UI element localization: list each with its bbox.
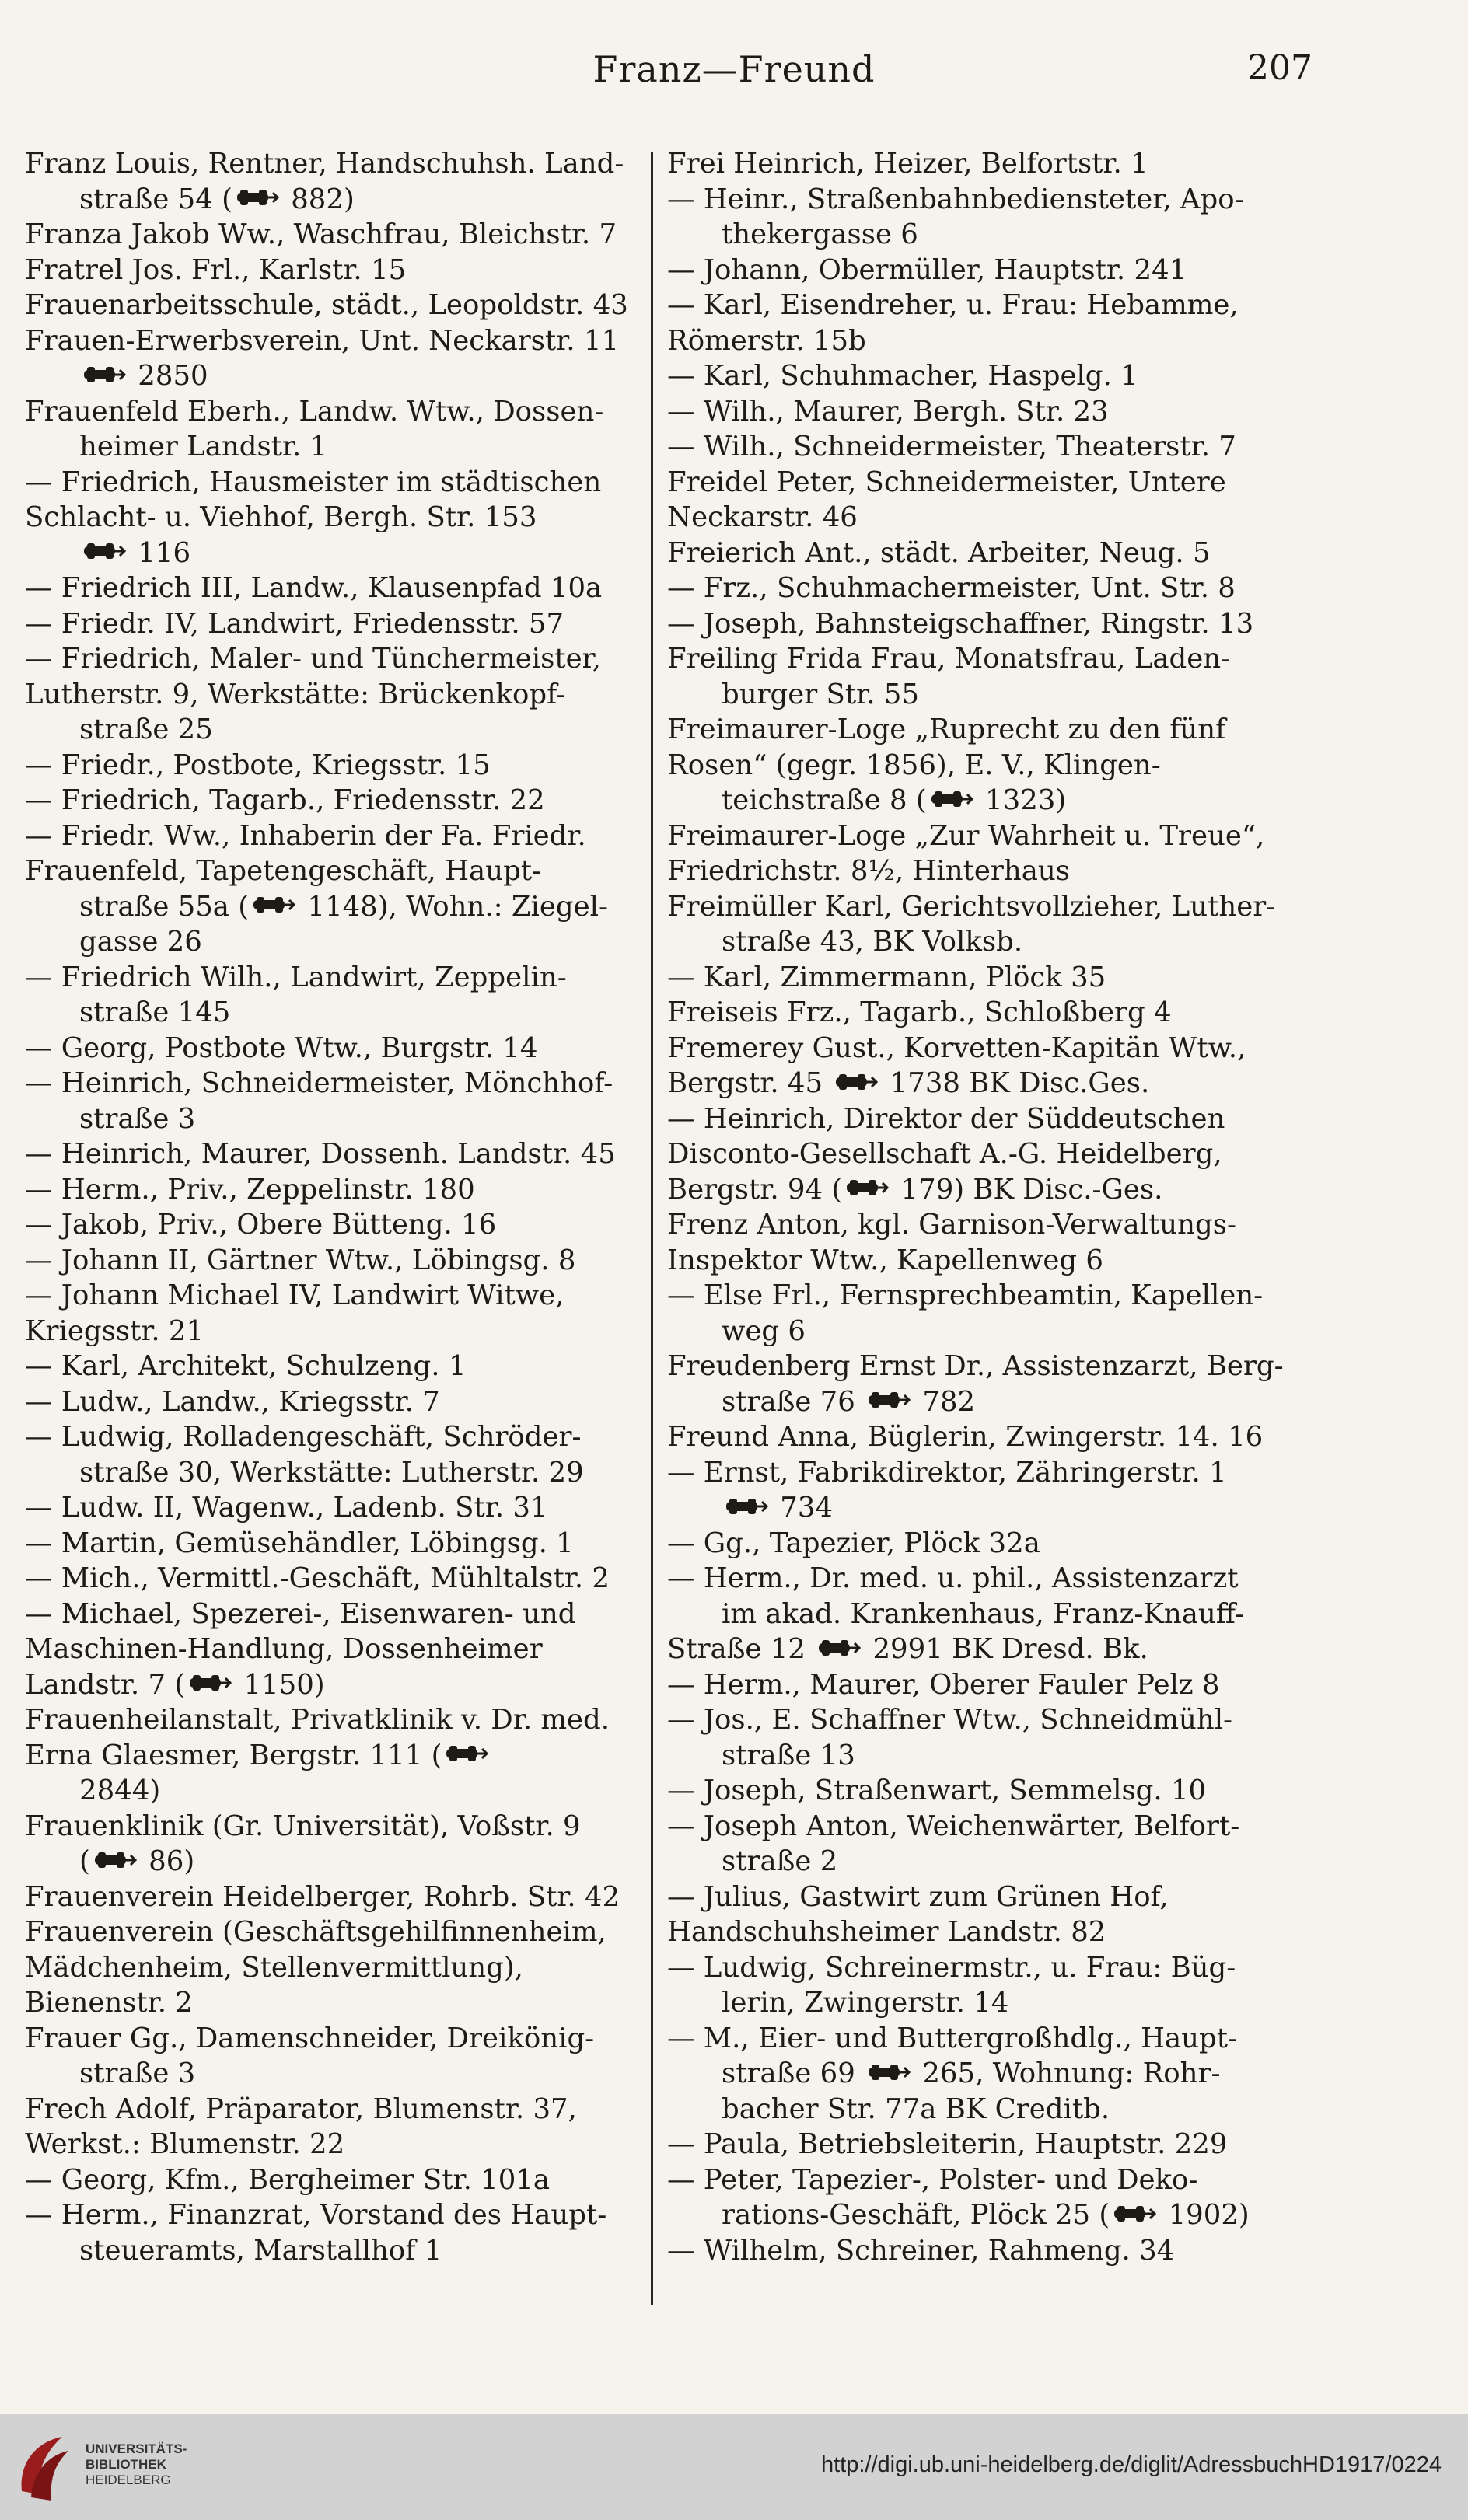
footer-bar: [0, 2414, 1468, 2520]
left-entry-line: [25, 1101, 639, 1137]
right-entry-text: Freimüller Karl, Gerichtsvollzieher, Luther-: [667, 890, 1276, 923]
left-entry-text: — Herm., Finanzrat, Vorstand des Haupt-: [25, 2199, 607, 2231]
telephone-receiver-icon: [82, 358, 126, 393]
right-entry-line: [667, 2162, 1305, 2198]
right-entry-text: Frei Heinrich, Heizer, Belfortstr. 1: [667, 148, 1148, 180]
right-entry-text: 179) BK Disc.-Ges.: [892, 1173, 1163, 1206]
telephone-receiver-icon: [834, 1065, 878, 1101]
right-entry-text: Rosen“ (gegr. 1856), E. V., Klingen-: [667, 749, 1161, 781]
left-entry-line: [25, 1738, 639, 1774]
right-entry-text: — Joseph, Straßenwart, Semmelsg. 10: [667, 1775, 1207, 1806]
right-entry-text: Freiseis Frz., Tagarb., Schloßberg 4: [667, 996, 1172, 1028]
right-entry-text: — Wilhelm, Schreiner, Rahmeng. 34: [667, 2234, 1175, 2267]
left-entry-text: straße 3: [79, 1102, 196, 1135]
right-entry-text: Inspektor Wtw., Kapellenweg 6: [667, 1244, 1104, 1276]
right-entry-line: [667, 1950, 1305, 1986]
left-entry-text: — Jakob, Priv., Obere Bütteng. 16: [25, 1209, 497, 1241]
right-entry-line: [667, 1419, 1305, 1455]
library-name-line3: HEIDELBERG: [86, 2473, 171, 2487]
left-entry-line: [25, 1419, 639, 1455]
left-entry-line: [25, 394, 639, 430]
source-url[interactable]: http://digi.ub.uni-heidelberg.de/diglit/AdressbuchHD1917/0224: [820, 2452, 1442, 2477]
right-entry-text: — Wilh., Schneidermeister, Theaterstr. 7: [667, 431, 1236, 462]
right-entry-line: [667, 1914, 1305, 1950]
left-entry-text: — Martin, Gemüsehändler, Löbingsg. 1: [25, 1527, 574, 1559]
left-entry-text: — Johann Michael IV, Landwirt Witwe,: [25, 1279, 564, 1311]
left-entry-text: — Mich., Vermittl.-Geschäft, Mühltalstr. 2: [25, 1562, 610, 1594]
right-entry-line: [667, 1985, 1305, 2021]
left-entry-text: Landstr. 7 (: [25, 1668, 186, 1701]
left-entry-line: [25, 323, 639, 359]
left-entry-text: gasse 26: [79, 926, 202, 958]
right-entry-text: — Peter, Tapezier-, Polster- und Deko-: [667, 2163, 1198, 2196]
left-entry-text: — Ludwig, Rolladengeschäft, Schröder-: [25, 1421, 582, 1453]
left-entry-line: [25, 429, 639, 465]
right-entry-line: [667, 1349, 1305, 1384]
left-entry-line: [25, 1667, 639, 1703]
telephone-receiver-icon: [93, 1843, 137, 1879]
left-entry-line: [25, 1490, 639, 1526]
left-entry-text: 86): [139, 1845, 195, 1877]
right-entry-line: [667, 1101, 1305, 1137]
left-entry-text: 2850: [129, 360, 208, 392]
right-entry-line: [667, 1526, 1305, 1562]
library-name-line1: UNIVERSITÄTS-: [86, 2441, 187, 2456]
right-entry-line: [667, 1243, 1305, 1279]
left-entry-text: 116: [129, 536, 191, 569]
left-entry-text: (: [79, 1845, 90, 1877]
right-entry-text: — Herm., Maurer, Oberer Fauler Pelz 8: [667, 1668, 1220, 1701]
left-entry-text: 1150): [235, 1668, 325, 1701]
right-entry-text: — Joseph Anton, Weichenwärter, Belfort-: [667, 1810, 1240, 1842]
left-entry-line: [25, 2092, 639, 2127]
telephone-receiver-icon: [82, 534, 126, 570]
right-entry-line: [667, 677, 1305, 713]
right-entry-line: [667, 217, 1305, 253]
right-entry-text: 2991 BK Dresd. Bk.: [864, 1633, 1148, 1665]
left-entry-line: [25, 1809, 639, 1845]
right-entry-text: burger Str. 55: [722, 678, 919, 710]
right-entry-line: [667, 818, 1305, 854]
library-name: [86, 2441, 187, 2488]
right-entry-text: weg 6: [722, 1314, 806, 1347]
left-entry-line: [25, 606, 639, 642]
left-entry-line: [25, 1632, 639, 1667]
right-entry-line: [667, 358, 1305, 394]
left-entry-text: Franza Jakob Ww., Waschfrau, Bleichstr. 7: [25, 218, 617, 250]
left-entry-text: Frauenklinik (Gr. Universität), Voßstr. 9: [25, 1810, 581, 1842]
left-entry-text: — Friedr., Postbote, Kriegsstr. 15: [25, 749, 491, 781]
right-entry-line: [667, 2056, 1305, 2092]
right-entry-line: [667, 571, 1305, 606]
left-entry-text: Bienenstr. 2: [25, 1987, 193, 2019]
right-column: [667, 146, 1305, 2268]
right-entry-line: [667, 924, 1305, 960]
telephone-receiver-icon: [845, 1171, 889, 1206]
right-entry-line: [667, 1031, 1305, 1066]
left-entry-line: [25, 358, 639, 394]
left-entry-line: [25, 1455, 639, 1491]
telephone-receiver-icon: [817, 1631, 861, 1667]
left-entry-line: [25, 2127, 639, 2162]
left-entry-text: heimer Landstr. 1: [79, 431, 328, 462]
left-entry-line: [25, 146, 639, 182]
right-entry-text: lerin, Zwingerstr. 14: [722, 1987, 1009, 2019]
running-title: Franz—Freund: [592, 48, 876, 90]
right-entry-text: — Karl, Schuhmacher, Haspelg. 1: [667, 360, 1138, 392]
telephone-receiver-icon: [930, 782, 973, 818]
left-entry-line: [25, 571, 639, 606]
right-entry-line: [667, 712, 1305, 748]
right-entry-text: teichstraße 8 (: [722, 784, 927, 816]
left-entry-text: — Herm., Priv., Zeppelinstr. 180: [25, 1173, 475, 1206]
left-entry-text: straße 3: [79, 2058, 196, 2089]
right-entry-line: [667, 1773, 1305, 1809]
left-entry-line: [25, 500, 639, 536]
left-entry-line: [25, 2197, 639, 2233]
right-entry-line: [667, 146, 1305, 182]
left-entry-line: [25, 960, 639, 996]
left-entry-text: — Friedrich, Maler- und Tünchermeister,: [25, 643, 601, 675]
left-entry-text: — Georg, Postbote Wtw., Burgstr. 14: [25, 1031, 538, 1064]
right-entry-line: [667, 606, 1305, 642]
right-entry-text: Frenz Anton, kgl. Garnison-Verwaltungs-: [667, 1209, 1236, 1241]
right-entry-text: — Herm., Dr. med. u. phil., Assistenzarzt: [667, 1562, 1239, 1594]
left-entry-text: Frech Adolf, Präparator, Blumenstr. 37,: [25, 2092, 577, 2125]
right-entry-line: [667, 429, 1305, 465]
right-entry-text: — Gg., Tapezier, Plöck 32a: [667, 1527, 1040, 1559]
right-entry-text: 1902): [1159, 2199, 1250, 2231]
left-entry-text: — Ludw., Landw., Kriegsstr. 7: [25, 1385, 440, 1418]
right-entry-line: [667, 1490, 1305, 1526]
left-entry-text: — Michael, Spezerei-, Eisenwaren- und: [25, 1597, 576, 1630]
right-entry-line: [667, 394, 1305, 430]
right-entry-line: [667, 1561, 1305, 1597]
right-entry-line: [667, 995, 1305, 1031]
right-entry-text: Bergstr. 94 (: [667, 1173, 843, 1206]
right-entry-line: [667, 465, 1305, 501]
left-entry-text: straße 145: [79, 996, 231, 1028]
left-entry-text: Frauenverein Heidelberger, Rohrb. Str. 42: [25, 1880, 620, 1913]
right-entry-line: [667, 1278, 1305, 1314]
right-entry-text: straße 43, BK Volksb.: [722, 926, 1023, 958]
right-entry-line: [667, 641, 1305, 677]
right-entry-text: Freiling Frida Frau, Monatsfrau, Laden-: [667, 643, 1231, 675]
right-entry-text: Bergstr. 45: [667, 1067, 832, 1099]
left-entry-line: [25, 677, 639, 713]
right-entry-text: Handschuhsheimer Landstr. 82: [667, 1916, 1106, 1948]
right-entry-text: 734: [771, 1492, 834, 1524]
right-entry-line: [667, 2197, 1305, 2233]
left-entry-line: [25, 1773, 639, 1809]
left-entry-line: [25, 2021, 639, 2057]
left-entry-text: 882): [281, 183, 355, 215]
left-entry-line: [25, 1384, 639, 1420]
left-entry-text: — Heinrich, Maurer, Dossenh. Landstr. 45: [25, 1138, 616, 1170]
right-entry-line: [667, 2092, 1305, 2127]
left-entry-text: Frauer Gg., Damenschneider, Dreikönig-: [25, 2022, 595, 2054]
left-entry-text: — Heinrich, Schneidermeister, Mönchhof-: [25, 1067, 613, 1099]
right-entry-text: Freudenberg Ernst Dr., Assistenzarzt, Berg-: [667, 1350, 1284, 1382]
column-divider: [651, 152, 653, 2305]
left-entry-text: — Friedr. IV, Landwirt, Friedensstr. 57: [25, 607, 564, 640]
right-entry-line: [667, 1136, 1305, 1172]
left-entry-line: [25, 712, 639, 748]
right-entry-line: [667, 536, 1305, 571]
right-entry-line: [667, 1314, 1305, 1349]
right-entry-text: thekergasse 6: [722, 218, 918, 250]
left-entry-text: — Georg, Kfm., Bergheimer Str. 101a: [25, 2163, 550, 2196]
left-entry-line: [25, 1844, 639, 1880]
telephone-receiver-icon: [445, 1736, 488, 1772]
left-entry-line: [25, 182, 639, 218]
right-entry-text: — Karl, Zimmermann, Plöck 35: [667, 961, 1106, 993]
right-entry-line: [667, 1172, 1305, 1208]
telephone-receiver-icon: [1113, 2197, 1156, 2232]
right-entry-text: — Karl, Eisendreher, u. Frau: Hebamme,: [667, 289, 1239, 321]
right-entry-text: — Jos., E. Schaffner Wtw., Schneidmühl-: [667, 1704, 1233, 1736]
right-entry-text: im akad. Krankenhaus, Franz-Knauff-: [722, 1597, 1244, 1630]
left-entry-text: — Ludw. II, Wagenw., Ladenb. Str. 31: [25, 1492, 548, 1524]
left-entry-line: [25, 1172, 639, 1208]
left-entry-line: [25, 536, 639, 571]
left-entry-line: [25, 2162, 639, 2198]
left-entry-line: [25, 995, 639, 1031]
right-entry-text: 265, Wohnung: Rohr-: [914, 2058, 1221, 2089]
left-entry-text: — Friedrich Wilh., Landwirt, Zeppelin-: [25, 961, 567, 993]
left-entry-text: Frauenverein (Geschäftsgehilfinnenheim,: [25, 1916, 606, 1948]
left-entry-text: steueramts, Marstallhof 1: [79, 2234, 442, 2267]
left-entry-line: [25, 1985, 639, 2021]
left-entry-text: Frauenfeld Eberh., Landw. Wtw., Dossen-: [25, 395, 604, 428]
left-entry-line: [25, 1243, 639, 1279]
right-entry-line: [667, 853, 1305, 889]
left-entry-line: [25, 1561, 639, 1597]
left-entry-text: Kriegsstr. 21: [25, 1314, 204, 1347]
left-entry-line: [25, 641, 639, 677]
right-entry-text: — Paula, Betriebsleiterin, Hauptstr. 229: [667, 2128, 1228, 2160]
telephone-receiver-icon: [252, 888, 295, 923]
right-entry-text: — Ludwig, Schreinermstr., u. Frau: Büg-: [667, 1951, 1236, 1984]
right-entry-text: 1738 BK Disc.Ges.: [881, 1067, 1150, 1099]
page-number: 207: [1247, 48, 1312, 88]
telephone-receiver-icon: [188, 1666, 232, 1702]
left-entry-text: straße 55a (: [79, 890, 250, 923]
right-entry-text: — Joseph, Bahnsteigschaffner, Ringstr. 13: [667, 607, 1254, 640]
left-entry-line: [25, 783, 639, 818]
left-entry-text: Werkst.: Blumenstr. 22: [25, 2128, 345, 2160]
right-entry-text: Disconto-Gesellschaft A.-G. Heidelberg,: [667, 1138, 1222, 1170]
telephone-receiver-icon: [725, 1489, 768, 1525]
left-entry-text: — Karl, Architekt, Schulzeng. 1: [25, 1350, 467, 1382]
right-entry-text: Freund Anna, Büglerin, Zwingerstr. 14. 16: [667, 1421, 1264, 1453]
left-entry-text: Frauenheilanstalt, Privatklinik v. Dr. med.: [25, 1704, 610, 1736]
right-entry-line: [667, 1207, 1305, 1243]
right-entry-text: straße 69: [722, 2058, 865, 2089]
right-entry-line: [667, 1702, 1305, 1738]
right-entry-line: [667, 2233, 1305, 2269]
right-entry-line: [667, 960, 1305, 996]
left-entry-text: Franz Louis, Rentner, Handschuhsh. Land-: [25, 148, 624, 180]
right-entry-text: Neckarstr. 46: [667, 501, 858, 533]
right-entry-text: — Johann, Obermüller, Hauptstr. 241: [667, 253, 1187, 286]
left-entry-text: Frauenfeld, Tapetengeschäft, Haupt-: [25, 855, 542, 887]
left-entry-text: straße 30, Werkstätte: Lutherstr. 29: [79, 1456, 584, 1489]
left-entry-line: [25, 1914, 639, 1950]
right-entry-line: [667, 500, 1305, 536]
right-entry-text: — Else Frl., Fernsprechbeamtin, Kapellen-: [667, 1279, 1264, 1311]
left-entry-line: [25, 1880, 639, 1915]
right-entry-line: [667, 1632, 1305, 1667]
left-column: [25, 146, 639, 2268]
right-entry-line: [667, 783, 1305, 818]
left-entry-line: [25, 1702, 639, 1738]
right-entry-line: [667, 748, 1305, 784]
left-entry-line: [25, 465, 639, 501]
left-entry-line: [25, 1031, 639, 1066]
right-entry-text: Friedrichstr. 8½, Hinterhaus: [667, 855, 1070, 887]
library-seal-icon: [14, 2431, 76, 2505]
telephone-receiver-icon: [867, 2055, 911, 2091]
left-entry-text: 1148), Wohn.: Ziegel-: [299, 890, 608, 923]
left-entry-line: [25, 1066, 639, 1101]
right-entry-text: — Wilh., Maurer, Bergh. Str. 23: [667, 395, 1109, 428]
right-entry-text: straße 13: [722, 1739, 855, 1771]
left-entry-line: [25, 1207, 639, 1243]
left-entry-line: [25, 1950, 639, 1986]
right-entry-text: — M., Eier- und Buttergroßhdlg., Haupt-: [667, 2022, 1237, 2054]
library-name-line2: BIBLIOTHEK: [86, 2457, 166, 2472]
left-entry-text: Frauenarbeitsschule, städt., Leopoldstr. 43: [25, 289, 628, 321]
right-entry-line: [667, 1738, 1305, 1774]
left-entry-line: [25, 853, 639, 889]
left-entry-text: Lutherstr. 9, Werkstätte: Brückenkopf-: [25, 678, 566, 710]
right-entry-text: straße 2: [722, 1845, 838, 1877]
right-entry-line: [667, 2127, 1305, 2162]
left-entry-text: — Johann II, Gärtner Wtw., Löbingsg. 8: [25, 1244, 576, 1276]
right-entry-line: [667, 288, 1305, 323]
left-entry-line: [25, 924, 639, 960]
left-entry-line: [25, 1314, 639, 1349]
left-entry-text: straße 25: [79, 714, 213, 745]
left-entry-text: Fratrel Jos. Frl., Karlstr. 15: [25, 253, 407, 286]
right-entry-text: — Julius, Gastwirt zum Grünen Hof,: [667, 1880, 1169, 1913]
left-entry-line: [25, 2056, 639, 2092]
left-entry-line: [25, 253, 639, 288]
right-entry-line: [667, 1597, 1305, 1632]
right-entry-text: Römerstr. 15b: [667, 324, 866, 357]
left-entry-text: — Friedrich III, Landw., Klausenpfad 10a: [25, 572, 603, 604]
right-entry-line: [667, 253, 1305, 288]
right-entry-text: — Frz., Schuhmachermeister, Unt. Str. 8: [667, 572, 1236, 604]
page-header: [0, 48, 1468, 103]
left-entry-line: [25, 889, 639, 925]
right-entry-line: [667, 182, 1305, 218]
left-entry-text: 2844): [79, 1775, 161, 1806]
right-entry-text: — Ernst, Fabrikdirektor, Zähringerstr. 1: [667, 1456, 1227, 1489]
right-entry-line: [667, 1667, 1305, 1703]
right-entry-text: bacher Str. 77a BK Creditb.: [722, 2092, 1110, 2125]
right-entry-line: [667, 889, 1305, 925]
library-logo: [14, 2431, 208, 2508]
right-entry-line: [667, 2021, 1305, 2057]
left-entry-line: [25, 1597, 639, 1632]
right-entry-line: [667, 1880, 1305, 1915]
left-entry-text: — Friedrich, Hausmeister im städtischen: [25, 466, 602, 498]
right-entry-text: Freidel Peter, Schneidermeister, Untere: [667, 466, 1226, 498]
telephone-receiver-icon: [867, 1383, 911, 1419]
left-entry-text: Frauen-Erwerbsverein, Unt. Neckarstr. 11: [25, 324, 620, 357]
right-entry-text: straße 76: [722, 1385, 865, 1418]
right-entry-text: 782: [914, 1385, 976, 1418]
right-entry-text: Straße 12: [667, 1633, 815, 1665]
left-entry-text: — Friedr. Ww., Inhaberin der Fa. Friedr.: [25, 819, 586, 852]
right-entry-text: Fremerey Gust., Korvetten-Kapitän Wtw.,: [667, 1031, 1246, 1064]
left-entry-text: Schlacht- u. Viehhof, Bergh. Str. 153: [25, 501, 537, 533]
right-entry-text: rations-Geschäft, Plöck 25 (: [722, 2199, 1110, 2231]
right-entry-line: [667, 1809, 1305, 1845]
left-entry-line: [25, 748, 639, 784]
right-entry-text: — Heinr., Straßenbahnbediensteter, Apo-: [667, 183, 1244, 215]
right-entry-text: 1323): [976, 784, 1067, 816]
left-entry-line: [25, 288, 639, 323]
left-entry-text: — Friedrich, Tagarb., Friedensstr. 22: [25, 784, 545, 816]
right-entry-line: [667, 1844, 1305, 1880]
left-entry-line: [25, 1349, 639, 1384]
right-entry-text: Freimaurer-Loge „Ruprecht zu den fünf: [667, 714, 1226, 745]
left-entry-line: [25, 1278, 639, 1314]
right-entry-text: Freierich Ant., städt. Arbeiter, Neug. 5: [667, 536, 1211, 569]
left-entry-text: straße 54 (: [79, 183, 232, 215]
left-entry-line: [25, 217, 639, 253]
left-entry-text: Maschinen-Handlung, Dossenheimer: [25, 1633, 543, 1665]
right-entry-text: — Heinrich, Direktor der Süddeutschen: [667, 1102, 1225, 1135]
right-entry-line: [667, 323, 1305, 359]
left-entry-line: [25, 1526, 639, 1562]
left-entry-line: [25, 1136, 639, 1172]
telephone-receiver-icon: [236, 180, 279, 216]
left-entry-text: Erna Glaesmer, Bergstr. 111 (: [25, 1739, 442, 1771]
right-entry-line: [667, 1455, 1305, 1491]
left-entry-line: [25, 818, 639, 854]
right-entry-text: Freimaurer-Loge „Zur Wahrheit u. Treue“,: [667, 819, 1265, 852]
right-entry-line: [667, 1384, 1305, 1420]
right-entry-line: [667, 1066, 1305, 1101]
left-entry-text: Mädchenheim, Stellenvermittlung),: [25, 1951, 524, 1984]
left-entry-line: [25, 2233, 639, 2269]
